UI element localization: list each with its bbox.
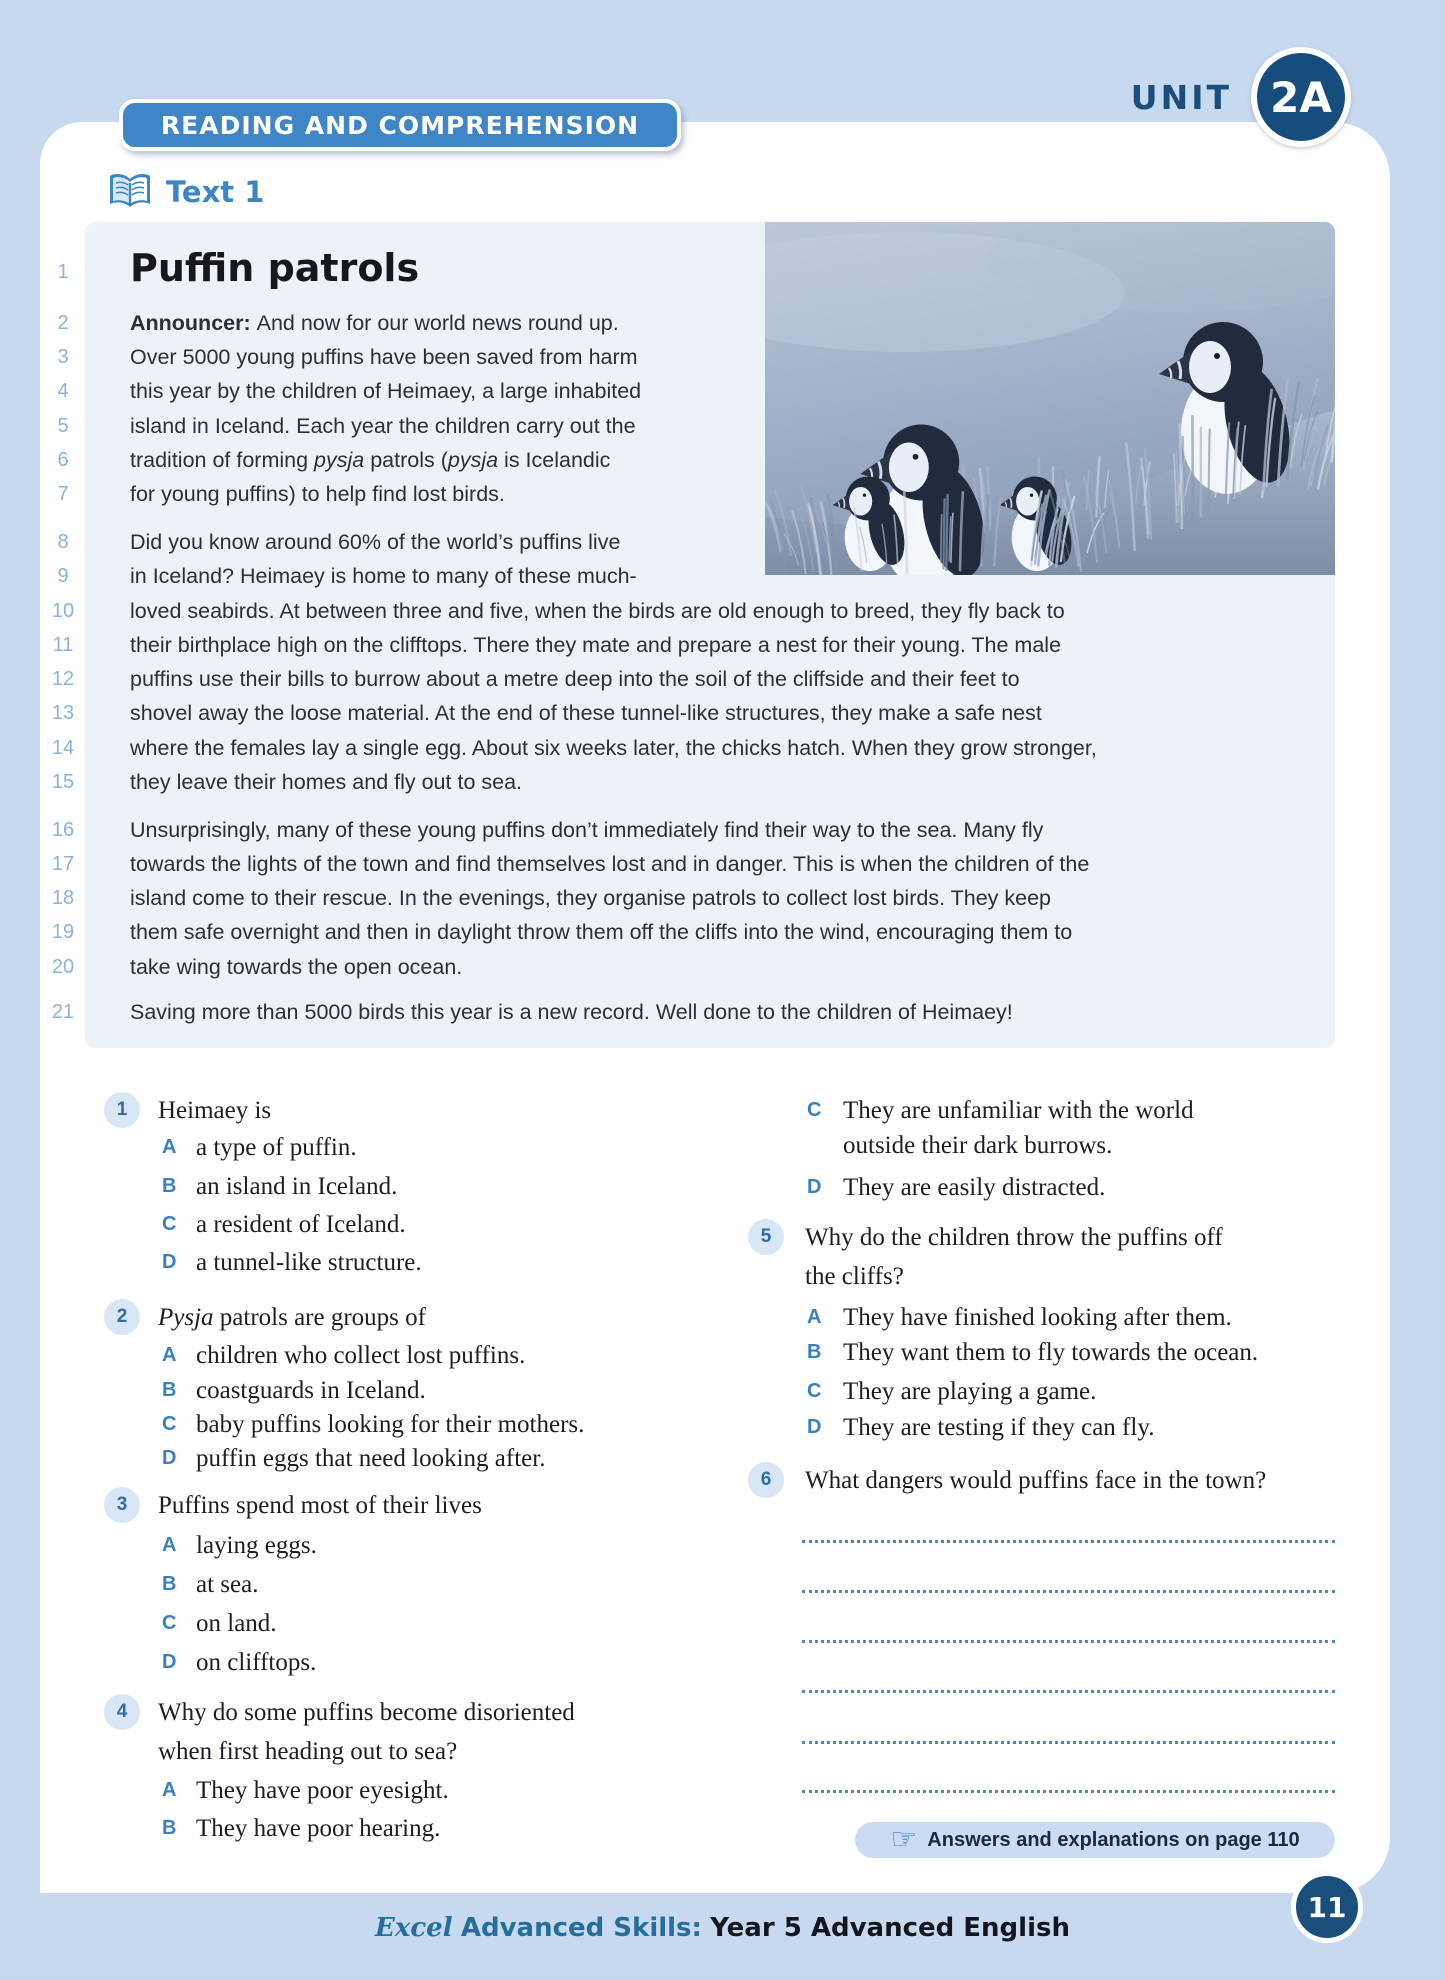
- line-number: 15: [51, 771, 75, 793]
- line-number: 5: [57, 415, 69, 437]
- question-text: Pysja patrols are groups of: [158, 1304, 426, 1331]
- footer: [0, 1893, 1445, 1980]
- question-text: Why do the children throw the puffins off the cliffs?: [805, 1224, 1223, 1290]
- option-letter: D: [807, 1416, 822, 1438]
- puffins-photo: [765, 222, 1335, 575]
- passage-box: [51, 222, 1335, 1048]
- option-letter: D: [162, 1251, 177, 1273]
- option-letter: A: [162, 1344, 177, 1366]
- answers-link[interactable]: [855, 1822, 1335, 1858]
- passage-line: Unsurprisingly, many of these young puffins don’t immediately find their way to the sea. Many fly: [130, 818, 1044, 842]
- question-number: 3: [104, 1487, 140, 1523]
- footer-title: [0, 1913, 1445, 1943]
- option-letter: C: [807, 1099, 822, 1121]
- passage-line: Announcer: And now for our world news round up.: [130, 311, 619, 335]
- line-number: 7: [57, 483, 69, 505]
- option-text: a resident of Iceland.: [196, 1211, 406, 1238]
- option-letter: B: [807, 1341, 822, 1363]
- option-text: They have finished looking after them.: [843, 1304, 1232, 1331]
- text-heading: Text 1: [166, 175, 265, 209]
- footer-brand-bold: Advanced Skills:: [460, 1913, 702, 1943]
- answer-line[interactable]: [802, 1690, 1335, 1693]
- passage-line: where the females lay a single egg. About six weeks later, the chicks hatch. When they grow stronger,: [130, 736, 1097, 760]
- option-text: They are unfamiliar with the world outside their dark burrows.: [843, 1097, 1194, 1159]
- option-letter: A: [162, 1779, 177, 1801]
- passage-line: them safe overnight and then in daylight throw them off the cliffs into the wind, encouraging them to: [130, 920, 1073, 944]
- passage-line: take wing towards the open ocean.: [130, 955, 463, 979]
- page-number: 11: [1291, 1871, 1363, 1943]
- line-number: 19: [51, 921, 75, 943]
- answer-line[interactable]: [802, 1540, 1335, 1543]
- line-number: 10: [51, 600, 75, 622]
- pointing-hand-icon: ☞: [890, 1822, 918, 1857]
- footer-brand-italic: Excel: [375, 1913, 453, 1943]
- answer-line[interactable]: [802, 1640, 1335, 1643]
- question-number: 5: [748, 1219, 784, 1255]
- passage-line: Did you know around 60% of the world’s puffins live: [130, 530, 621, 554]
- answer-line[interactable]: [802, 1590, 1335, 1593]
- open-book-icon: [108, 172, 152, 212]
- option-letter: C: [162, 1213, 177, 1235]
- passage-line: loved seabirds. At between three and five, when the birds are old enough to breed, they fly back to: [130, 599, 1065, 623]
- option-text: laying eggs.: [196, 1532, 317, 1559]
- answer-line[interactable]: [802, 1741, 1335, 1744]
- passage-line: island in Iceland. Each year the children carry out the: [130, 414, 636, 438]
- section-badge: [119, 99, 681, 151]
- option-letter: B: [162, 1817, 177, 1839]
- option-letter: D: [807, 1176, 822, 1198]
- text-heading-row: [108, 172, 264, 212]
- passage-line: towards the lights of the town and find themselves lost and in danger. This is when the children of the: [130, 852, 1090, 876]
- option-text: children who collect lost puffins.: [196, 1342, 526, 1369]
- footer-book-title: Year 5 Advanced English: [710, 1913, 1070, 1943]
- option-text: They are playing a game.: [843, 1378, 1097, 1405]
- option-letter: B: [162, 1573, 177, 1595]
- line-number: 2: [57, 312, 69, 334]
- line-number: 11: [52, 634, 74, 656]
- question-number: 6: [748, 1462, 784, 1498]
- passage-line: in Iceland? Heimaey is home to many of these much-: [130, 564, 637, 588]
- line-number: 3: [57, 346, 69, 368]
- line-number: 8: [57, 531, 69, 553]
- option-letter: B: [162, 1175, 177, 1197]
- option-letter: B: [162, 1379, 177, 1401]
- option-letter: A: [807, 1306, 822, 1328]
- question-text: Why do some puffins become disoriented when first heading out to sea?: [158, 1699, 575, 1765]
- line-number: 13: [51, 702, 75, 724]
- option-text: They are easily distracted.: [843, 1174, 1106, 1201]
- section-badge-label: READING AND COMPREHENSION: [160, 110, 640, 140]
- passage-line: for young puffins) to help find lost birds.: [130, 482, 505, 506]
- line-number: 16: [51, 819, 75, 841]
- option-text: They have poor hearing.: [196, 1815, 441, 1842]
- line-number: 14: [51, 737, 75, 759]
- option-text: a type of puffin.: [196, 1134, 357, 1161]
- option-letter: C: [162, 1413, 177, 1435]
- passage-line: shovel away the loose material. At the end of these tunnel-like structures, they make a safe nest: [130, 701, 1042, 725]
- passage-line: they leave their homes and fly out to sea.: [130, 770, 523, 794]
- option-letter: A: [162, 1534, 177, 1556]
- line-number: 17: [51, 853, 75, 875]
- line-number: 1: [57, 261, 69, 283]
- line-number: 20: [51, 956, 75, 978]
- passage-line: their birthplace high on the clifftops. There they mate and prepare a nest for their young. The male: [130, 633, 1062, 657]
- option-text: They are testing if they can fly.: [843, 1414, 1155, 1441]
- line-number: 12: [51, 668, 75, 690]
- option-text: puffin eggs that need looking after.: [196, 1445, 546, 1472]
- question-text: What dangers would puffins face in the town?: [805, 1467, 1267, 1494]
- passage-title: Puffin patrols: [130, 246, 420, 290]
- question-text: Heimaey is: [158, 1097, 272, 1124]
- answer-line[interactable]: [802, 1790, 1335, 1793]
- passage-line: puffins use their bills to burrow about a metre deep into the soil of the cliffside and their feet to: [130, 667, 1020, 691]
- option-text: coastguards in Iceland.: [196, 1377, 426, 1404]
- option-text: on land.: [196, 1610, 277, 1637]
- passage-line: Over 5000 young puffins have been saved from harm: [130, 345, 638, 369]
- question-number: 1: [104, 1092, 140, 1128]
- line-number: 18: [51, 887, 75, 909]
- option-text: on clifftops.: [196, 1649, 317, 1676]
- question-number: 2: [104, 1299, 140, 1335]
- unit-label: UNIT: [1130, 78, 1232, 117]
- option-text: baby puffins looking for their mothers.: [196, 1411, 585, 1438]
- option-text: They want them to fly towards the ocean.: [843, 1339, 1259, 1366]
- line-number: 9: [57, 565, 69, 587]
- option-text: at sea.: [196, 1571, 259, 1598]
- passage-line: this year by the children of Heimaey, a large inhabited: [130, 379, 642, 403]
- question-text: Puffins spend most of their lives: [158, 1492, 482, 1519]
- option-letter: C: [162, 1612, 177, 1634]
- passage-line: Saving more than 5000 birds this year is a new record. Well done to the children of Heimaey!: [130, 1000, 1013, 1024]
- line-number: 4: [57, 380, 69, 402]
- option-letter: A: [162, 1136, 177, 1158]
- unit-code-badge: 2A: [1251, 47, 1351, 147]
- option-letter: D: [162, 1447, 177, 1469]
- line-number: 21: [51, 1001, 75, 1023]
- option-text: an island in Iceland.: [196, 1173, 398, 1200]
- option-text: They have poor eyesight.: [196, 1777, 449, 1804]
- option-letter: D: [162, 1651, 177, 1673]
- passage-line: tradition of forming pysja patrols (pysja is Icelandic: [130, 448, 611, 472]
- question-number: 4: [104, 1694, 140, 1730]
- answers-link-label: Answers and explanations on page 110: [927, 1828, 1300, 1851]
- option-text: a tunnel-like structure.: [196, 1249, 422, 1276]
- option-letter: C: [807, 1380, 822, 1402]
- passage-line: island come to their rescue. In the evenings, they organise patrols to collect lost birds. They keep: [130, 886, 1052, 910]
- line-number: 6: [57, 449, 69, 471]
